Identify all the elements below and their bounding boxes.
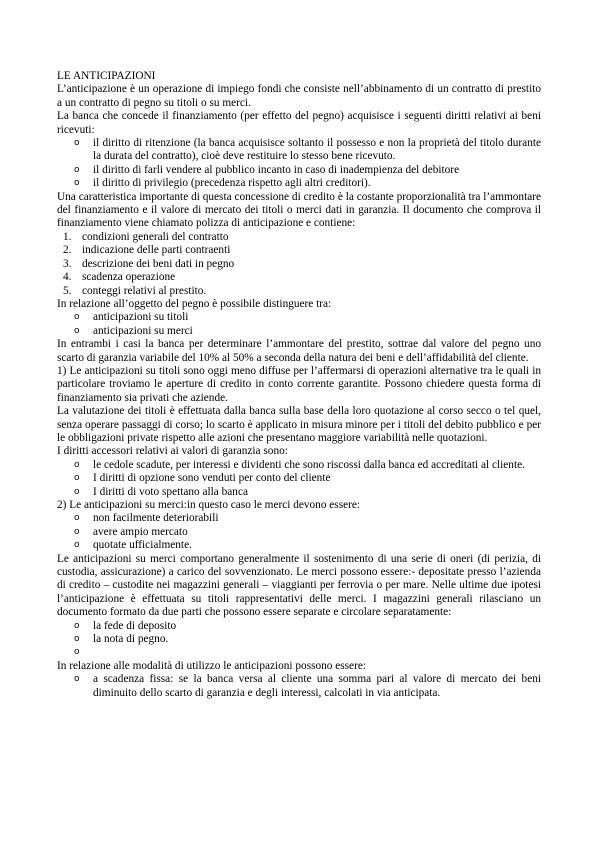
list-item: o non facilmente deteriorabili bbox=[74, 512, 219, 525]
bullet-marker: o bbox=[74, 486, 80, 497]
list-item: o la fede di deposito bbox=[74, 619, 177, 632]
bullet-marker: o bbox=[74, 513, 80, 524]
scarto-paragraph: In entrambi i casi la banca per determinare l’ammontare del prestito, sottrae dal valore del pegno uno scarto di garanzia variabile del 10% al 50% a seconda della natura dei beni e dell’affidabilità del cliente. bbox=[57, 338, 541, 364]
merci-intro: 2) Le anticipazioni su merci:in questo caso le merci devono essere: bbox=[57, 499, 361, 511]
document-title: LE ANTICIPAZIONI bbox=[57, 70, 156, 82]
list-item: o a scadenza fissa: se la banca versa al cliente una somma pari al valore di mercato dei beni diminuito dello scarto di garanzia e degli interessi, calcolati in via anticipata. bbox=[74, 673, 541, 699]
accessori-intro: I diritti accessori relativi ai valori di garanzia sono: bbox=[57, 445, 288, 458]
bullet-marker: o bbox=[74, 634, 80, 645]
modalita-intro: In relazione alle modalità di utilizzo le anticipazioni possono essere: bbox=[57, 659, 366, 672]
list-item: o anticipazioni su titoli bbox=[74, 311, 189, 324]
pegno-intro: In relazione all’oggetto del pegno è possibile distinguere tra: bbox=[57, 297, 332, 310]
accessori-list bbox=[57, 459, 541, 499]
intro-paragraph: L’anticipazione è un operazione di impiego fondi che consiste nell’abbinamento di un contratto di prestito a un contratto di pegno su titoli o su merci. bbox=[57, 83, 541, 109]
list-item: o la nota di pegno. bbox=[74, 633, 169, 646]
magazzini-docs-list bbox=[57, 620, 541, 660]
rights-intro: La banca che concede il finanziamento (per effetto del pegno) acquisisce i seguenti diritti relativi ai beni ricevuti: bbox=[57, 110, 541, 136]
list-item bbox=[57, 646, 541, 659]
list-item: 1. condizioni generali del contratto bbox=[63, 230, 229, 243]
valutazione-paragraph: La valutazione dei titoli è effettuata dalla banca sulla base della loro quotazione al corso secco o tel quel, senza operare passaggi di corso; lo scarto è applicato in misura minore per i titoli del debito pubblico e per le obbligazioni private rispetto alle azioni che presentano maggiore variabilità nelle quotazioni. bbox=[57, 405, 541, 444]
list-item: o I diritti di voto spettano alla banca bbox=[74, 485, 248, 498]
pegno-types-list bbox=[57, 311, 541, 338]
list-item: o il diritto di privilegio (precedenza rispetto agli altri creditori). bbox=[74, 177, 371, 190]
titoli-paragraph: 1) Le anticipazioni su titoli sono oggi meno diffuse per l’affermarsi di operazioni alternative tra le quali in particolare troviamo le aperture di credito in conto corrente garantite. Possono chiedere questa forma di finanziamento sia privati che aziende. bbox=[57, 364, 541, 404]
bullet-marker: o bbox=[74, 473, 80, 484]
list-item: 3. descrizione dei beni dati in pegno bbox=[63, 257, 235, 270]
list-item: o quotate ufficialmente. bbox=[74, 539, 192, 552]
bullet-marker: o bbox=[74, 674, 80, 685]
bullet-marker: o bbox=[74, 164, 80, 175]
bullet-marker: o bbox=[74, 647, 80, 658]
list-item: o il diritto di ritenzione (la banca acquisisce soltanto il possesso e non la proprietà del titolo durante la durata del contratto), cioè deve restituire lo stesso bene ricevuto. bbox=[74, 137, 541, 163]
list-item: o le cedole scadute, per interessi e dividenti che sono riscossi dalla banca ed accreditati al cliente. bbox=[74, 458, 525, 471]
merci-paragraph: Le anticipazioni su merci comportano generalmente il sostenimento di una serie di oneri (di perizia, di custodia, assicurazione) a carico del sovvenzionato. Le merci possono essere:- depositate presso l’azienda di credito – custodite nei magazzini generali – viaggianti per ferrovia o per mare. Nelle ultime due ipotesi l’anticipazione è effettuata su titoli rappresentativi delle merci. I magazzini generali rilasciano un documento formato da due parti che possono essere separate e circolare separatamente: bbox=[57, 552, 541, 619]
polizza-list bbox=[57, 231, 541, 298]
bullet-marker: o bbox=[74, 178, 80, 189]
list-item: o avere ampio mercato bbox=[74, 525, 188, 538]
bullet-marker: o bbox=[74, 540, 80, 551]
bullet-marker: o bbox=[74, 325, 80, 336]
rights-list bbox=[57, 137, 541, 191]
list-item: o il diritto di farli vendere al pubblico incanto in caso di inadempienza del debitore bbox=[74, 163, 460, 176]
modalita-list bbox=[57, 673, 541, 700]
list-item: o anticipazioni su merci bbox=[74, 324, 193, 337]
bullet-marker: o bbox=[74, 459, 80, 470]
list-item: 2. indicazione delle parti contraenti bbox=[63, 244, 231, 257]
bullet-marker: o bbox=[74, 526, 80, 537]
document-body bbox=[57, 70, 541, 700]
bullet-marker: o bbox=[74, 312, 80, 323]
merci-requisiti-list bbox=[57, 512, 541, 552]
list-item: o I diritti di opzione sono venduti per conto del cliente bbox=[74, 472, 331, 485]
bullet-marker: o bbox=[74, 138, 80, 149]
list-item: 5. conteggi relativi al prestito. bbox=[63, 284, 207, 297]
list-item: 4. scadenza operazione bbox=[63, 271, 176, 284]
feature-paragraph: Una caratteristica importante di questa concessione di credito è la costante proporzionalità tra l’ammontare del finanziamento e il valore di mercato dei titoli o merci dati in garanzia. Il documento che comprova il finanziamento viene chiamato polizza di anticipazione e contiene: bbox=[57, 190, 541, 230]
bullet-marker: o bbox=[74, 620, 80, 631]
